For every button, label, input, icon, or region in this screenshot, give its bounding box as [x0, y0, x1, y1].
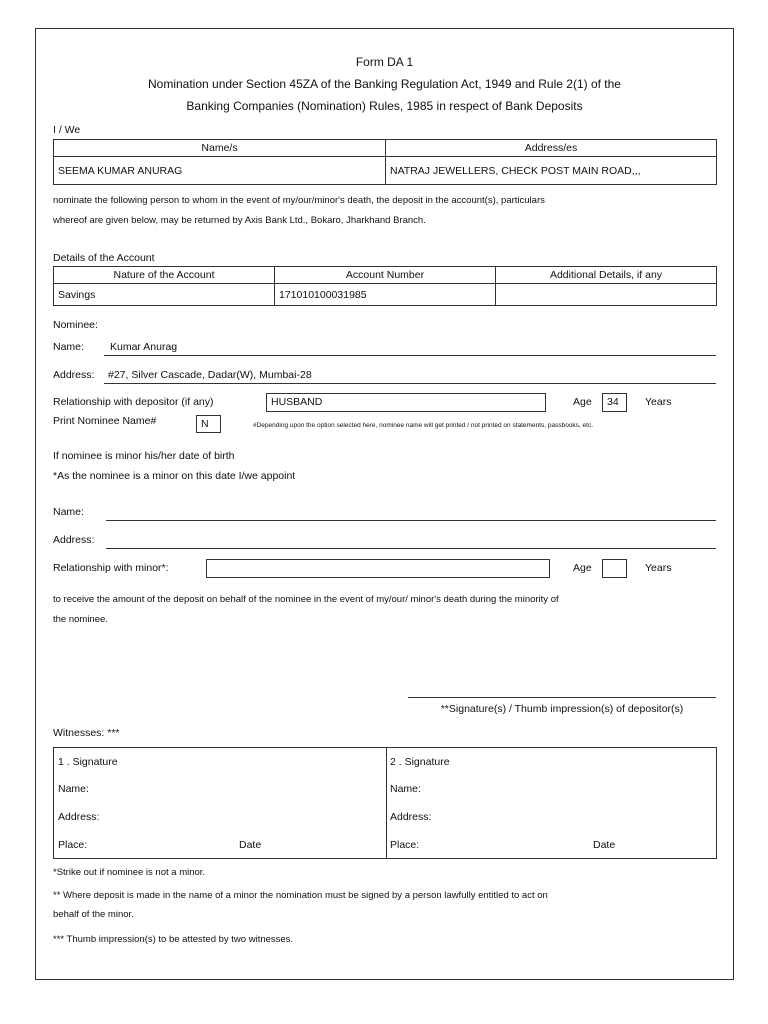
minor-dob-label: If nominee is minor his/her date of birth — [53, 450, 235, 462]
relationship-minor-field[interactable] — [206, 559, 550, 578]
nominee-address-label: Address: — [53, 369, 95, 381]
witness-2 — [386, 748, 716, 858]
witness-1 — [54, 748, 386, 858]
form-subtitle-line2: Banking Companies (Nomination) Rules, 1985 in respect of Bank Deposits — [186, 99, 583, 113]
print-nominee-note: #Depending upon the option selected here, nominee name will get printed / not printed on statements, passbooks, etc. — [253, 422, 594, 429]
nominee-name-field[interactable]: Kumar Anurag — [110, 341, 178, 353]
account-header-nature: Nature of the Account — [54, 267, 275, 284]
receive-line2: the nominee. — [53, 614, 108, 625]
nominee-age-field[interactable]: 34 — [602, 393, 627, 412]
guardian-address-field[interactable] — [106, 548, 716, 549]
account-label: Details of the Account — [53, 252, 155, 264]
footnote-minor-line2: behalf of the minor. — [53, 909, 134, 920]
account-header-details: Additional Details, if any — [496, 267, 717, 284]
account-number: 171010100031985 — [275, 284, 496, 306]
statement-line2: whereof are given below, may be returned by Axis Bank Ltd., Bokaro, Jharkhand Branch. — [53, 215, 426, 226]
nominee-address-field[interactable]: #27, Silver Cascade, Dadar(W), Mumbai-28 — [108, 369, 312, 381]
footnote-thumb: *** Thumb impression(s) to be attested by two witnesses. — [53, 934, 294, 945]
nominee-name-underline — [104, 355, 716, 356]
form-page — [35, 28, 734, 980]
witness-2-date[interactable]: Date — [593, 839, 616, 851]
guardian-years-label: Years — [645, 562, 672, 574]
depositor-label: I / We — [53, 124, 81, 136]
depositor-table — [53, 139, 717, 185]
guardian-age-label: Age — [573, 562, 592, 574]
print-nominee-field[interactable]: N — [196, 415, 221, 433]
witness-1-name[interactable]: Name: — [58, 783, 89, 795]
guardian-name-label: Name: — [53, 506, 84, 518]
nominee-name-label: Name: — [53, 341, 84, 353]
account-table — [53, 266, 717, 306]
witnesses-label: Witnesses: *** — [53, 727, 120, 739]
minor-appoint-label: *As the nominee is a minor on this date I/we appoint — [53, 470, 296, 482]
nominee-years-label: Years — [645, 396, 672, 408]
nominee-age-label: Age — [573, 396, 592, 408]
relationship-depositor-label: Relationship with depositor (if any) — [53, 396, 214, 408]
name-header: Name/s — [54, 140, 386, 157]
guardian-address-label: Address: — [53, 534, 95, 546]
relationship-depositor-field[interactable]: HUSBAND — [266, 393, 546, 412]
depositor-signature-line[interactable] — [408, 697, 716, 698]
witness-2-signature[interactable]: 2 . Signature — [390, 756, 450, 768]
depositor-address: NATRAJ JEWELLERS, CHECK POST MAIN ROAD,,, — [386, 157, 717, 185]
form-title: Form DA 1 — [355, 55, 414, 69]
address-header: Address/es — [386, 140, 717, 157]
account-nature: Savings — [54, 284, 275, 306]
print-nominee-label: Print Nominee Name# — [53, 415, 157, 427]
guardian-age-field[interactable] — [602, 559, 627, 578]
account-details — [496, 284, 717, 306]
witness-2-place[interactable]: Place: — [390, 839, 420, 851]
witness-1-date[interactable]: Date — [239, 839, 262, 851]
witness-2-name[interactable]: Name: — [390, 783, 421, 795]
depositor-name: SEEMA KUMAR ANURAG — [54, 157, 386, 185]
account-header-number: Account Number — [275, 267, 496, 284]
form-subtitle-line1: Nomination under Section 45ZA of the Banking Regulation Act, 1949 and Rule 2(1) of the — [148, 77, 621, 91]
witnesses-box — [53, 747, 717, 859]
nominee-address-underline — [104, 383, 716, 384]
depositor-signature-label: **Signature(s) / Thumb impression(s) of depositor(s) — [440, 703, 684, 715]
relationship-minor-label: Relationship with minor*: — [53, 562, 169, 574]
nominee-section-label: Nominee: — [53, 319, 98, 331]
receive-line1: to receive the amount of the deposit on behalf of the nominee in the event of my/our/ minor's death during the minority of — [53, 594, 559, 605]
statement-line1: nominate the following person to whom in the event of my/our/minor's death, the deposit in the account(s), particulars — [53, 195, 545, 206]
witness-2-address[interactable]: Address: — [390, 811, 432, 823]
guardian-name-field[interactable] — [106, 520, 716, 521]
witness-1-address[interactable]: Address: — [58, 811, 100, 823]
footnote-strike: *Strike out if nominee is not a minor. — [53, 867, 206, 878]
witness-1-place[interactable]: Place: — [58, 839, 88, 851]
footnote-minor-line1: ** Where deposit is made in the name of a minor the nomination must be signed by a person lawfully entitled to act on — [53, 890, 548, 901]
witness-1-signature[interactable]: 1 . Signature — [58, 756, 118, 768]
